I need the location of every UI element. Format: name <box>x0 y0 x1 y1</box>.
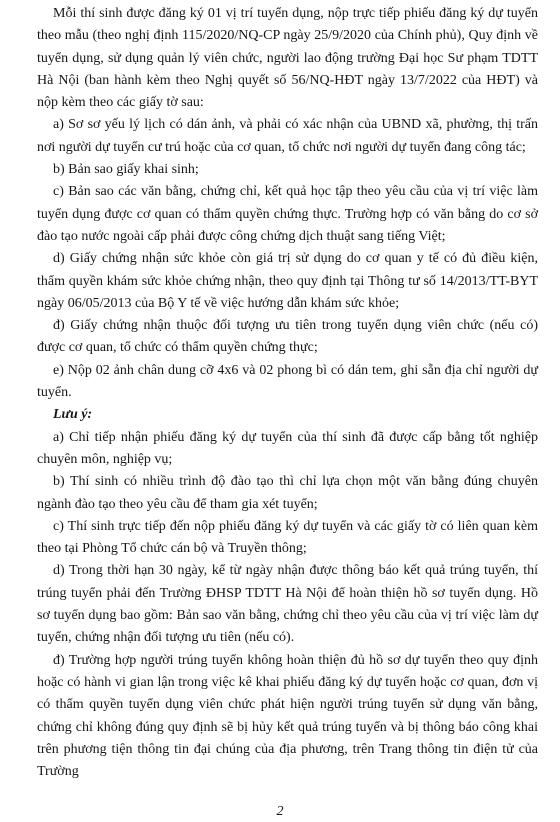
note-item-c: c) Thí sinh trực tiếp đến nộp phiếu đăng ký dự tuyển và các giấy tờ có liên quan kèm theo tại Phòng Tổ chức cán bộ và Truyền thông; <box>37 518 538 557</box>
note-item-dd: đ) Trường hợp người trúng tuyển không hoàn thiện đủ hồ sơ dự tuyển theo quy định hoặc có hành vi gian lận trong việc kê khai phiếu đăng ký dự tuyển hoặc cơ quan, đơn vị có thẩm quyền tuyển dụng viên chức phát hiện người trúng tuyển sử dụng văn bằng, chứng chỉ không đúng quy định sẽ bị hủy kết quả trúng tuyển và bị thông báo công khai trên phương tiện thông tin đại chúng của địa phương, trên Trang thông tin điện tử của Trường <box>37 652 538 780</box>
note-item-b: b) Thí sinh có nhiều trình độ đào tạo thì chỉ lựa chọn một văn bằng đúng chuyên ngành đào tạo theo yêu cầu để tham gia xét tuyển; <box>37 474 538 512</box>
requirement-item-a: a) Sơ sơ yếu lý lịch có dán ảnh, và phải có xác nhận của UBND xã, phường, thị trấn nơi người dự tuyển cư trú hoặc của cơ quan, tổ chức nơi người dự tuyển đang công tác; <box>37 117 538 155</box>
requirement-item-e: e) Nộp 02 ảnh chân dung cỡ 4x6 và 02 phong bì có dán tem, ghi sẵn địa chỉ người dự tuyển. <box>37 362 538 401</box>
requirement-item-c: c) Bản sao các văn bằng, chứng chỉ, kết quả học tập theo yêu cầu của vị trí việc làm tuyển dụng được cơ quan có thẩm quyền chứng thực. Trường hợp có văn bằng do cơ sở đào tạo nước ngoài cấp phải được công chứng dịch thuật sang tiếng Việt; <box>37 184 538 244</box>
requirement-item-dd: đ) Giấy chứng nhận thuộc đối tượng ưu tiên trong tuyển dụng viên chức (nếu có) được cơ quan, tổ chức có thẩm quyền chứng thực; <box>37 318 538 356</box>
note-item-d: d) Trong thời hạn 30 ngày, kể từ ngày nhận được thông báo kết quả trúng tuyển, thí trúng tuyển phải đến Trường ĐHSP TDTT Hà Nội để hoàn thiện hồ sơ tuyển dụng. Hồ sơ tuyển dụng bao gồm: Bản sao văn bằng, chứng chỉ theo yêu cầu của vị trí việc làm dự tuyển, chứng nhận đối tượng ưu tiên (nếu có). <box>37 563 538 646</box>
note-item-a: a) Chỉ tiếp nhận phiếu đăng ký dự tuyển của thí sinh đã được cấp bằng tốt nghiệp chuyên môn, nghiệp vụ; <box>37 429 538 467</box>
requirement-item-d: d) Giấy chứng nhận sức khỏe còn giá trị sử dụng do cơ quan y tế có đủ điều kiện, thẩm quyền khám sức khỏe chứng nhận, theo quy định tại Thông tư số 14/2013/TT-BYT ngày 06/05/2013 của Bộ Y tế về việc hướng dẫn khám sức khỏe; <box>37 251 538 311</box>
requirement-item-b: b) Bản sao giấy khai sinh; <box>53 162 199 178</box>
page-number: 2 <box>276 804 284 819</box>
note-heading: Lưu ý: <box>53 407 93 423</box>
intro-paragraph: Mỗi thí sinh được đăng ký 01 vị trí tuyển dụng, nộp trực tiếp phiếu đăng ký dự tuyển theo mẫu (theo nghị định 115/2020/NQ-CP ngày 25/9/2020 của Chính phủ), Quy định về tuyển dụng, sử dụng quản lý viên chức, người lao động trường Đại học Sư phạm TDTT Hà Nội (ban hành kèm theo Nghị quyết số 56/NQ-HĐT ngày 13/7/2022 của HĐT) và nộp kèm theo các giấy tờ sau: <box>37 6 538 111</box>
